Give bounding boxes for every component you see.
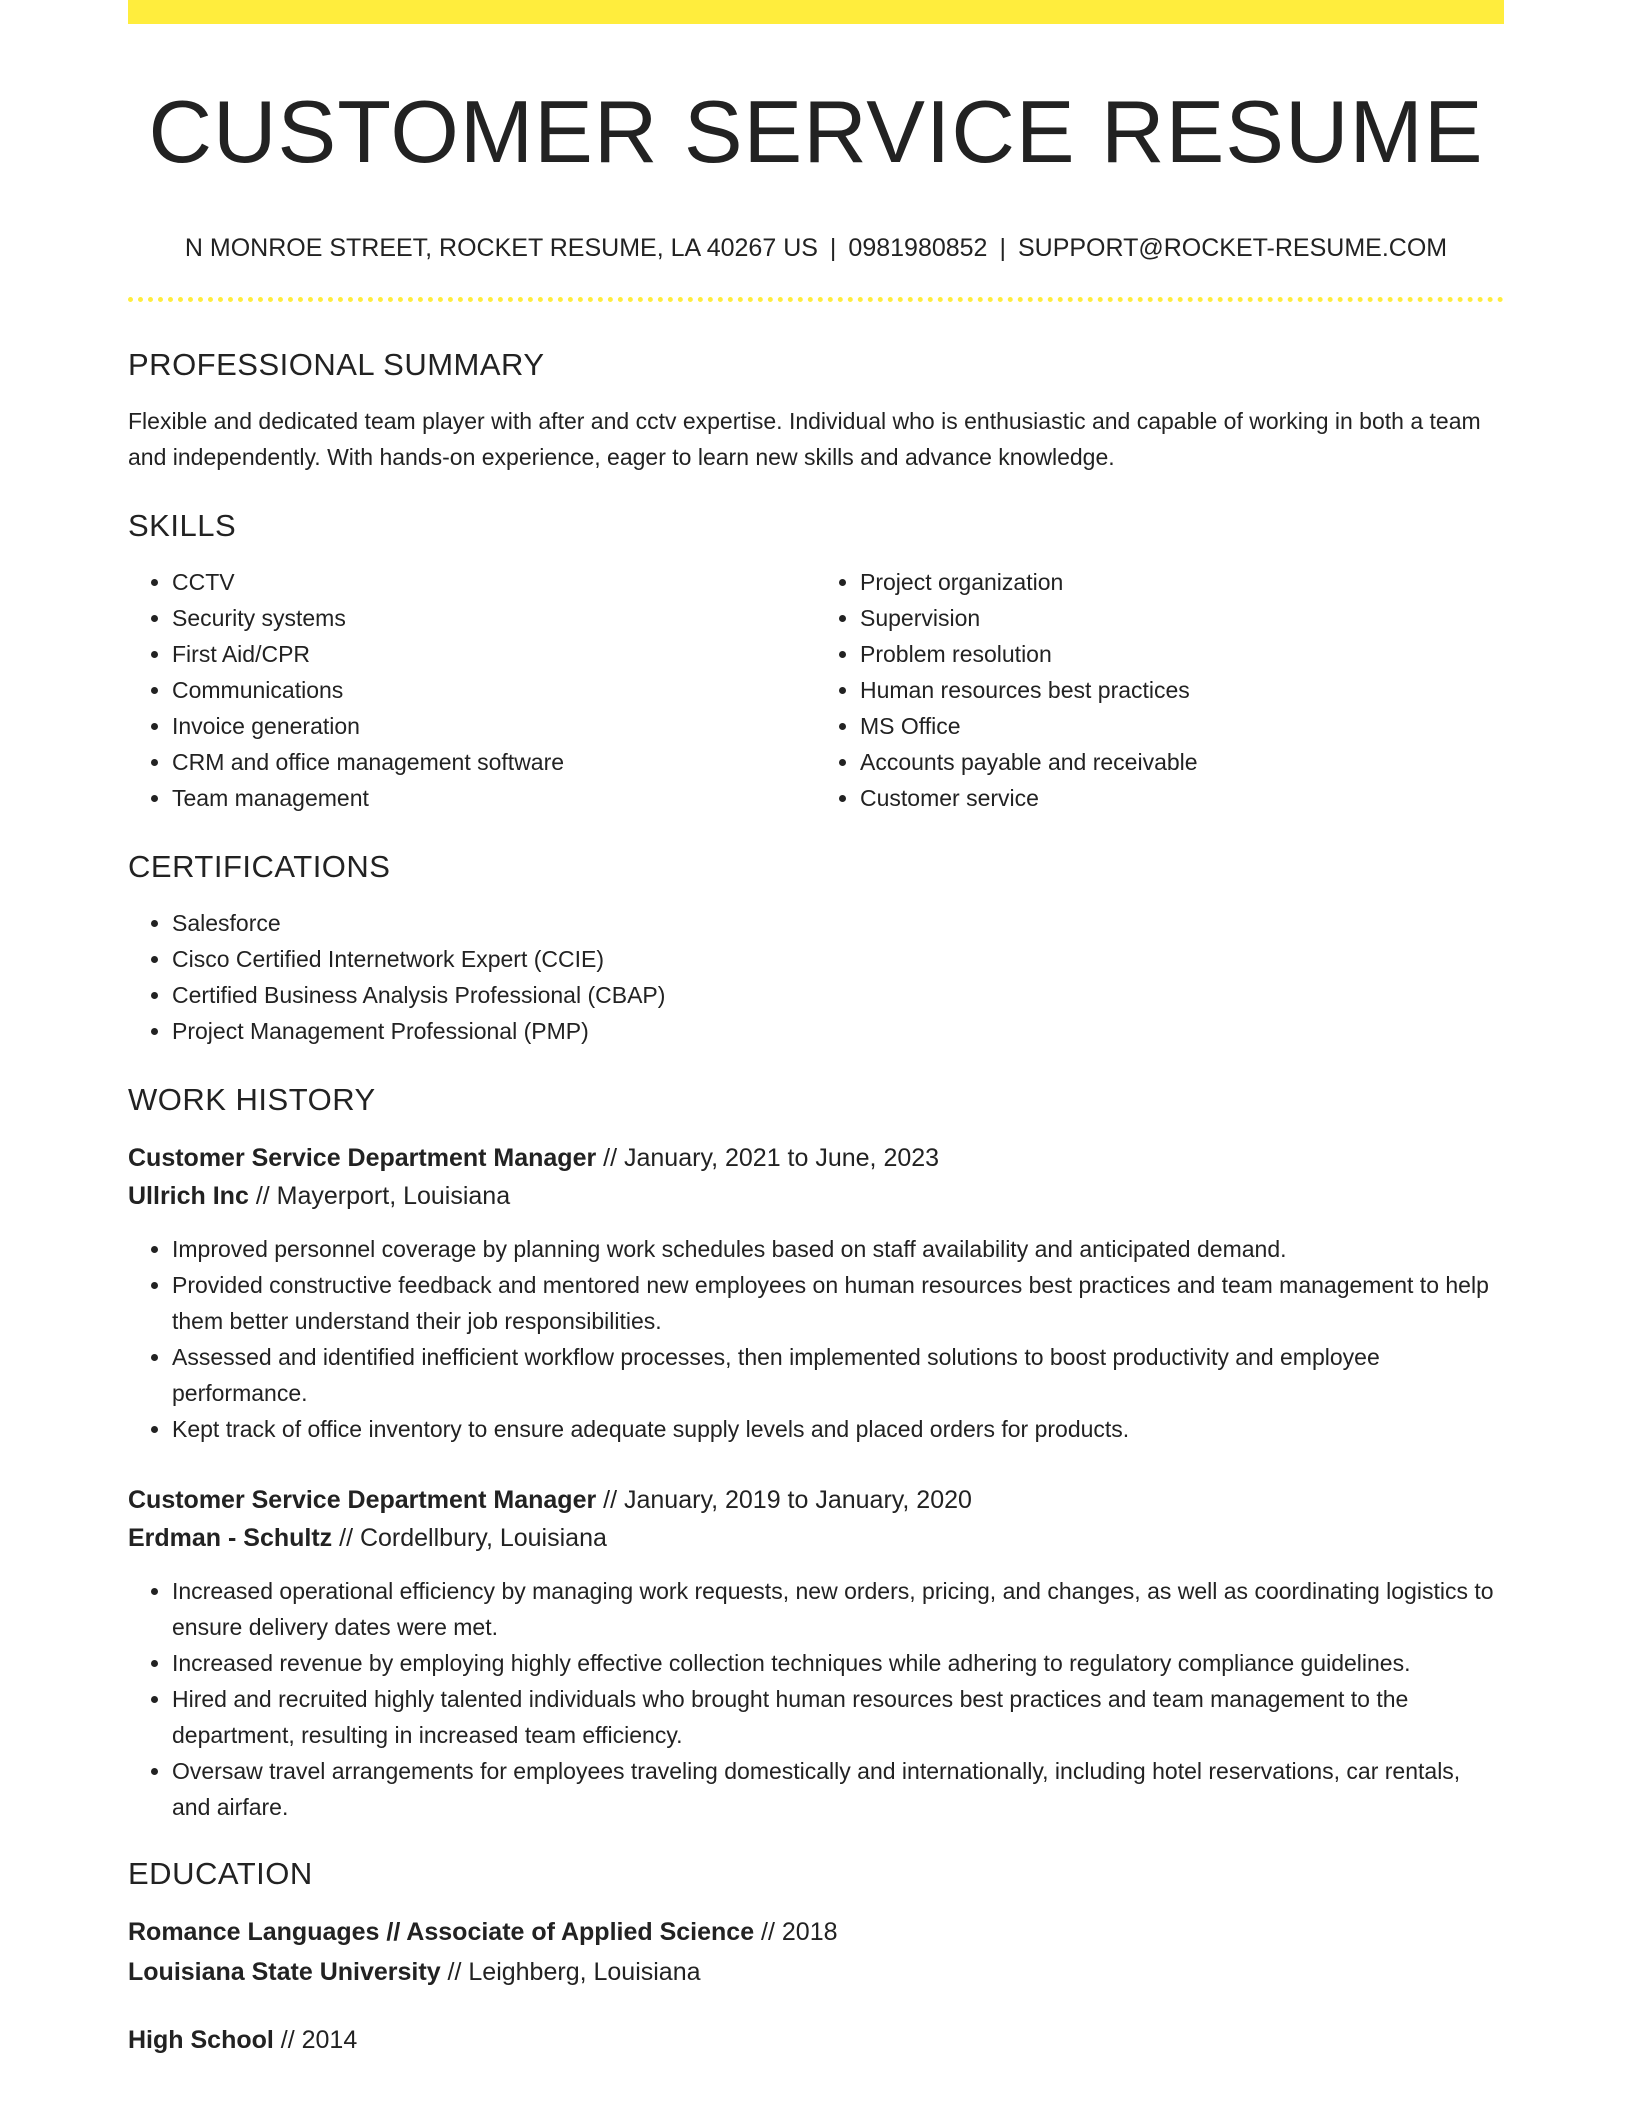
- job-title-line: [128, 1481, 1504, 1519]
- education-year: // 2018: [754, 1917, 838, 1946]
- summary-heading: PROFESSIONAL SUMMARY: [128, 346, 545, 382]
- list-item: • Certified Business Analysis Professional (CBAP): [172, 977, 1504, 1013]
- list-item: • Accounts payable and receivable: [860, 744, 1504, 780]
- list-item: • Salesforce: [172, 905, 1504, 941]
- dotted-divider: [128, 297, 1504, 302]
- list-item: • CCTV: [172, 564, 816, 600]
- job-entry: [128, 1139, 1504, 1447]
- list-item: • MS Office: [860, 708, 1504, 744]
- summary-text: Flexible and dedicated team player with after and cctv expertise. Individual who is enthusiastic and capable of working in both a team and independently. With hands-on experience, eager to learn new skills and advance knowledge.: [128, 407, 1481, 470]
- list-item: • Increased operational efficiency by managing work requests, new orders, pricing, and changes, as well as coordinating logistics to ensure delivery dates were met.: [172, 1573, 1504, 1645]
- contact-email: SUPPORT@ROCKET-RESUME.COM: [1017, 233, 1448, 262]
- job-title-line: [128, 1139, 1504, 1177]
- list-item: • Security systems: [172, 600, 816, 636]
- skills-list-left: [128, 564, 816, 816]
- education-degree: High School: [128, 2025, 274, 2054]
- skills-columns: [128, 564, 1504, 816]
- job-bullets: [128, 1573, 1504, 1825]
- contact-phone: 0981980852: [848, 233, 988, 262]
- skills-heading: SKILLS: [128, 507, 237, 543]
- job-title: Customer Service Department Manager: [128, 1143, 597, 1172]
- education-degree-line: [128, 1912, 1504, 1952]
- list-item: • Assessed and identified inefficient workflow processes, then implemented solutions to boost productivity and employee performance.: [172, 1339, 1504, 1411]
- list-item: • Hired and recruited highly talented individuals who brought human resources best practices and team management to the department, resulting in increased team efficiency.: [172, 1681, 1504, 1753]
- resume-title: CUSTOMER SERVICE RESUME: [148, 82, 1484, 181]
- education-school: Louisiana State University: [128, 1957, 441, 1986]
- list-item: • Problem resolution: [860, 636, 1504, 672]
- top-accent-bar: [128, 0, 1504, 24]
- contact-separator: |: [829, 233, 837, 262]
- job-company: Erdman - Schultz: [128, 1523, 333, 1552]
- resume-page: [128, 0, 1504, 2060]
- education-year: // 2014: [273, 2025, 358, 2054]
- list-item: • Project Management Professional (PMP): [172, 1013, 1504, 1049]
- job-company-line: [128, 1519, 1504, 1557]
- job-dates: // January, 2021 to June, 2023: [596, 1143, 940, 1172]
- contact-line: [128, 233, 1504, 263]
- list-item: • First Aid/CPR: [172, 636, 816, 672]
- education-entry: [128, 2020, 1504, 2060]
- certifications-heading: CERTIFICATIONS: [128, 849, 391, 885]
- list-item: • Human resources best practices: [860, 672, 1504, 708]
- job-company: Ullrich Inc: [128, 1181, 249, 1210]
- work-history-heading: WORK HISTORY: [128, 1082, 376, 1118]
- education-location: // Leighberg, Louisiana: [440, 1957, 701, 1986]
- job-location: // Cordellbury, Louisiana: [332, 1523, 607, 1552]
- contact-separator: |: [999, 233, 1006, 262]
- education-heading: EDUCATION: [128, 1855, 313, 1891]
- list-item: • Team management: [172, 780, 816, 816]
- list-item: • Customer service: [860, 780, 1504, 816]
- list-item: • Supervision: [860, 600, 1504, 636]
- list-item: • Oversaw travel arrangements for employees traveling domestically and internationally, including hotel reservations, car rentals, and airfare.: [172, 1753, 1504, 1825]
- job-company-line: [128, 1177, 1504, 1215]
- education-entry: [128, 1912, 1504, 1992]
- education-school-line: [128, 1952, 1504, 1992]
- job-location: // Mayerport, Louisiana: [248, 1181, 511, 1210]
- list-item: • Project organization: [860, 564, 1504, 600]
- education-degree: Romance Languages // Associate of Applied Science: [128, 1917, 755, 1946]
- job-dates: // January, 2019 to January, 2020: [596, 1485, 972, 1514]
- job-bullets: [128, 1231, 1504, 1447]
- skills-list-right: [816, 564, 1504, 816]
- job-entry: [128, 1481, 1504, 1825]
- list-item: • CRM and office management software: [172, 744, 816, 780]
- contact-address: N MONROE STREET, ROCKET RESUME, LA 40267 US: [184, 233, 818, 262]
- certifications-list: [128, 905, 1504, 1049]
- list-item: • Cisco Certified Internetwork Expert (CCIE): [172, 941, 1504, 977]
- list-item: • Invoice generation: [172, 708, 816, 744]
- list-item: • Improved personnel coverage by planning work schedules based on staff availability and anticipated demand.: [172, 1231, 1504, 1267]
- education-degree-line: [128, 2020, 1504, 2060]
- list-item: • Communications: [172, 672, 816, 708]
- list-item: • Provided constructive feedback and mentored new employees on human resources best practices and team management to help them better understand their job responsibilities.: [172, 1267, 1504, 1339]
- list-item: • Increased revenue by employing highly effective collection techniques while adhering to regulatory compliance guidelines.: [172, 1645, 1504, 1681]
- list-item: • Kept track of office inventory to ensure adequate supply levels and placed orders for products.: [172, 1411, 1504, 1447]
- job-title: Customer Service Department Manager: [128, 1485, 597, 1514]
